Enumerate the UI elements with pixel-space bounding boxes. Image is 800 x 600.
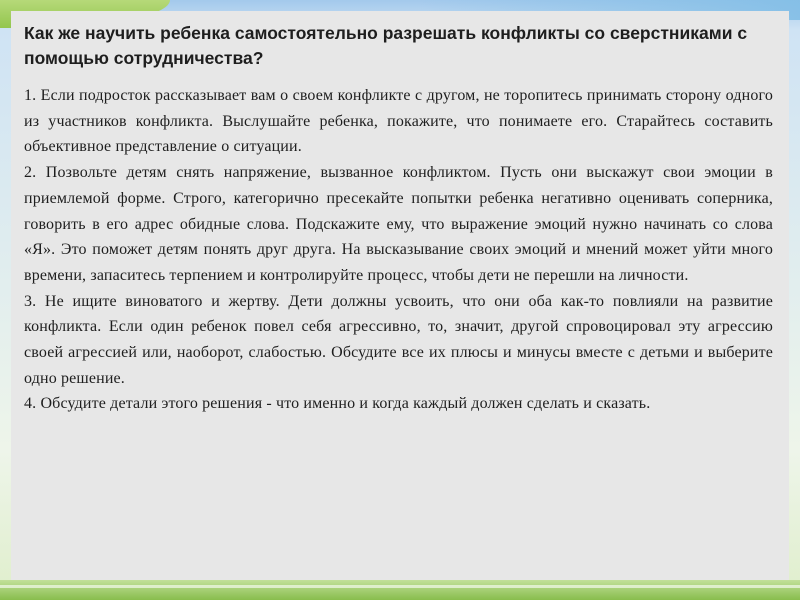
paragraph-4: 4. Обсудите детали этого решения - что именно и когда каждый должен сделать и сказать. [24, 395, 651, 413]
bottom-band-highlight [0, 585, 800, 588]
paragraph-3: 3. Не ищите виноватого и жертву. Дети должны усвоить, что они оба как-то повлияли на развитие конфликта. Если один ребенок повел себя агрессивно, то, значит, другой спровоцировал эту агрессию своей агрессией или, наоборот, слабостью. Обсудите все их плюсы и минусы вместе с детьми и выберите одно решение. [24, 292, 773, 387]
slide-title: Как же научить ребенка самостоятельно разрешать конфликты со сверстниками с помощью сотрудничества? [24, 23, 748, 68]
content-panel [11, 11, 789, 582]
paragraph-2: 2. Позвольте детям снять напряжение, вызванное конфликтом. Пусть они выскажут свои эмоции в приемлемой форме. Строго, категорично пресекайте попытки ребенка негативно оценивать соперника, говорить в его адрес обидные слова. Подскажите ему, что выражение эмоций нужно начинать со слова «Я». Это поможет детям понять друг друга. На высказывание своих эмоций и мнений может уйти много времени, запаситесь терпением и контролируйте процесс, чтобы дети не перешли на личности. [24, 164, 773, 284]
bottom-green-band [0, 580, 800, 600]
paragraph-1: 1. Если подросток рассказывает вам о своем конфликте с другом, не торопитесь принимать сторону одного из участников конфликта. Выслушайте ребенка, покажите, что понимаете его. Старайтесь составить объективное представление о ситуации. [24, 87, 773, 156]
